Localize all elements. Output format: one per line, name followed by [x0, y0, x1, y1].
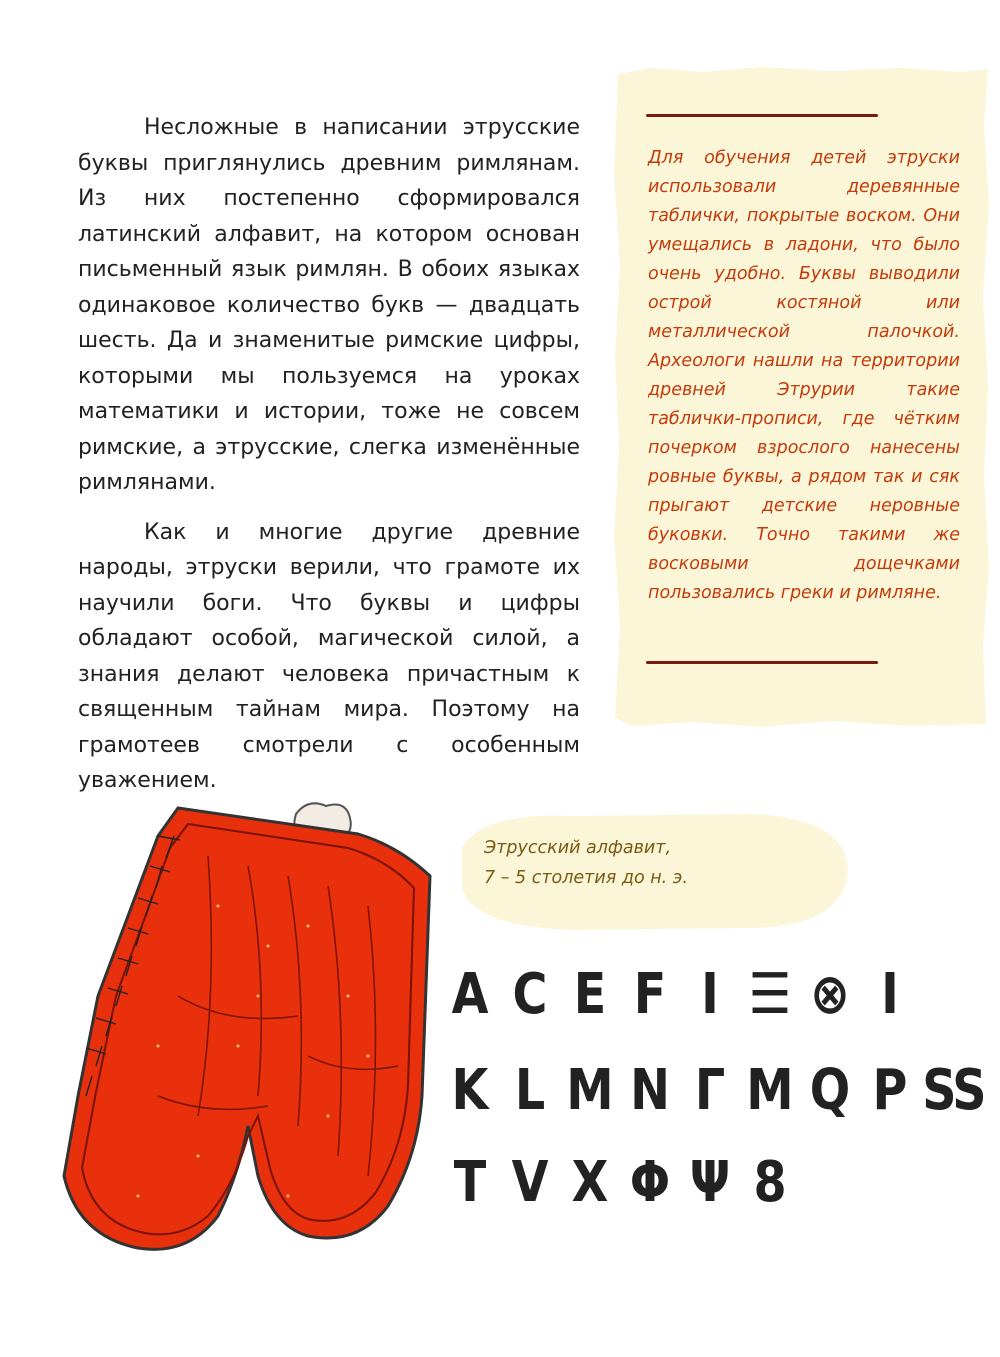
letter: Ψ — [689, 1150, 731, 1215]
letter: S — [922, 1058, 957, 1123]
alphabet-row-3 — [440, 1150, 800, 1215]
letter: ⊗ — [810, 962, 850, 1027]
letter: X — [571, 1150, 609, 1215]
paragraph-2: Как и многие другие древние народы, этруски верили, что грамоте их научили боги. Что буквы и цифры обладают особой, магической силой, а знания делают человека причастным к священным тайнам мира. Поэтому на грамотеев смотрели с особенным уважением. — [78, 519, 580, 793]
letter: K — [451, 1058, 489, 1123]
letter: C — [512, 962, 548, 1027]
letter: S — [952, 1058, 987, 1123]
letter: N — [630, 1058, 670, 1123]
sidebar-note — [612, 66, 990, 728]
wax-tablet-illustration — [58, 796, 448, 1256]
letter: Φ — [629, 1150, 671, 1215]
letter: I — [701, 962, 719, 1027]
divider-top — [646, 114, 878, 117]
sidebar-text: Для обучения детей этруски использовали деревянные таблички, покрытые воском. Они умещались в ладони, что было очень удобно. Буквы выводили острой костяной или металлической палочкой. Археологи нашли на территории древней Этрурии такие таблички-прописи, где чётким почерком взрослого нанесены ровные буквы, а рядом так и сяк прыгают детские неровные буковки. Точно такими же восковыми дощечками пользовались греки и римляне. — [648, 148, 960, 603]
letter: I — [881, 962, 899, 1027]
letter: M — [746, 1058, 794, 1123]
letter: Q — [809, 1058, 851, 1123]
letter: E — [573, 962, 607, 1027]
alphabet-row-1 — [440, 962, 920, 1027]
letter: ☰ — [748, 962, 792, 1027]
letter: A — [451, 962, 489, 1027]
letter: M — [566, 1058, 614, 1123]
caption-line-2: 7 – 5 столетия до н. э. — [484, 868, 688, 888]
letter: 8 — [753, 1150, 787, 1215]
letter: F — [633, 962, 667, 1027]
alphabet-row-2 — [440, 1058, 987, 1123]
caption-line-1: Этрусский алфавит, — [484, 838, 672, 858]
figure-caption — [484, 833, 688, 893]
paragraph-1: Несложные в написании этрусские буквы приглянулись древним римлянам. Из них постепенно сформировался латинский алфавит, на котором основан письменный язык римлян. В обоих языках одинаковое количество букв — двадцать шесть. Да и знаменитые римские цифры, которыми мы пользуемся на уроках математики и истории, тоже не совсем римские, а этрусские, слегка изменённые римлянами. — [78, 115, 580, 495]
letter: P — [872, 1058, 908, 1123]
divider-bottom — [646, 661, 878, 664]
letter: Γ — [694, 1058, 726, 1123]
letter: L — [514, 1058, 546, 1123]
main-text — [78, 110, 580, 813]
letter: V — [511, 1150, 549, 1215]
letter: T — [453, 1150, 487, 1215]
